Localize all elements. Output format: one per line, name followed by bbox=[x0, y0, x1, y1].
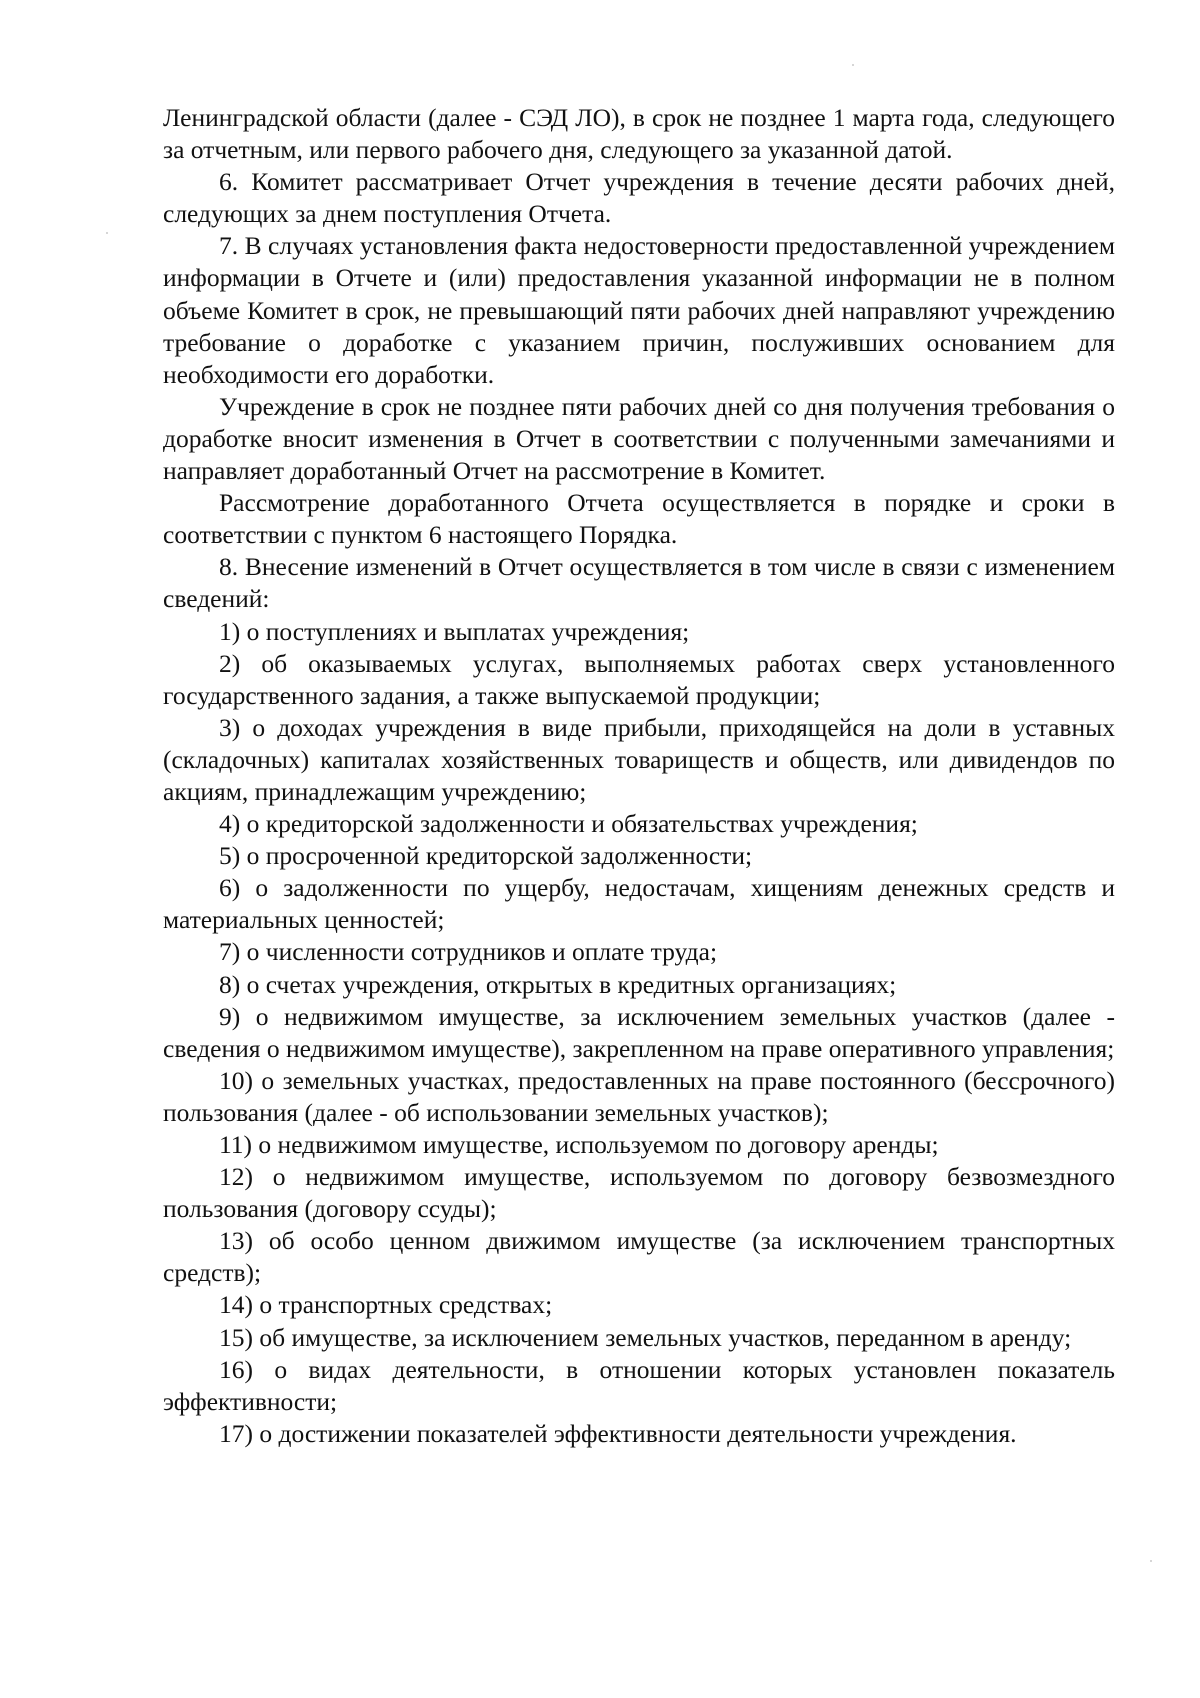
scan-speck bbox=[106, 232, 108, 234]
list-item: 15) об имуществе, за исключением земельных участков, переданном в аренду; bbox=[219, 1322, 1072, 1352]
list-item: 10) о земельных участках, предоставленных на праве постоянного (бессрочного) пользования (далее - об использовании земельных участков); bbox=[163, 1065, 1115, 1127]
list-item: 9) о недвижимом имуществе, за исключением земельных участков (далее - сведения о недвижимом имуществе), закрепленном на праве оперативного управления; bbox=[163, 1001, 1115, 1063]
paragraph-item-6: 6. Комитет рассматривает Отчет учреждения в течение десяти рабочих дней, следующих за днем поступления Отчета. bbox=[163, 167, 1115, 229]
document-body bbox=[163, 102, 1115, 1450]
paragraph-item-8: 8. Внесение изменений в Отчет осуществляется в том числе в связи с изменением сведений: bbox=[163, 552, 1115, 614]
list-item: 5) о просроченной кредиторской задолженности; bbox=[219, 841, 753, 871]
list-item: 12) о недвижимом имуществе, используемом по договору безвозмездного пользования (договору ссуды); bbox=[163, 1162, 1115, 1224]
paragraph-revision-review: Рассмотрение доработанного Отчета осуществляется в порядке и сроки в соответствии с пунктом 6 настоящего Порядка. bbox=[163, 488, 1115, 550]
list-item: 14) о транспортных средствах; bbox=[219, 1290, 553, 1320]
list-item: 7) о численности сотрудников и оплате труда; bbox=[219, 937, 718, 967]
list-item: 6) о задолженности по ущербу, недостачам, хищениям денежных средств и материальных ценностей; bbox=[163, 873, 1115, 935]
list-item: 17) о достижении показателей эффективности деятельности учреждения. bbox=[219, 1418, 1017, 1448]
scan-speck bbox=[852, 64, 854, 66]
list-item: 4) о кредиторской задолженности и обязательствах учреждения; bbox=[219, 809, 918, 839]
list-item: 3) о доходах учреждения в виде прибыли, приходящейся на доли в уставных (складочных) капиталах хозяйственных товариществ и обществ, или дивидендов по акциям, принадлежащим учреждению; bbox=[163, 712, 1115, 806]
paragraph-item-7: 7. В случаях установления факта недостоверности предоставленной учреждением информации в Отчете и (или) предоставления указанной информации не в полном объеме Комитет в срок, не превышающий пяти рабочих дней направляют учреждению требование о доработке с указанием причин, послуживших основанием для необходимости его доработки. bbox=[163, 231, 1115, 389]
scan-speck bbox=[1150, 1560, 1152, 1562]
paragraph-continuation: Ленинградской области (далее - СЭД ЛО), в срок не позднее 1 марта года, следующего за отчетным, или первого рабочего дня, следующего за указанной датой. bbox=[163, 103, 1115, 165]
paragraph-revision-deadline: Учреждение в срок не позднее пяти рабочих дней со дня получения требования о доработке вносит изменения в Отчет в соответствии с полученными замечаниями и направляет доработанный Отчет на рассмотрение в Комитет. bbox=[163, 391, 1115, 486]
list-item: 11) о недвижимом имуществе, используемом по договору аренды; bbox=[219, 1130, 939, 1159]
list-item: 2) об оказываемых услугах, выполняемых работах сверх установленного государственного задания, а также выпускаемой продукции; bbox=[163, 648, 1115, 710]
list-item: 13) об особо ценном движимом имуществе (за исключением транспортных средств); bbox=[163, 1226, 1115, 1288]
list-item: 8) о счетах учреждения, открытых в кредитных организациях; bbox=[219, 969, 897, 999]
list-item: 16) о видах деятельности, в отношении которых установлен показатель эффективности; bbox=[163, 1354, 1115, 1416]
list-item: 1) о поступлениях и выплатах учреждения; bbox=[219, 616, 690, 646]
